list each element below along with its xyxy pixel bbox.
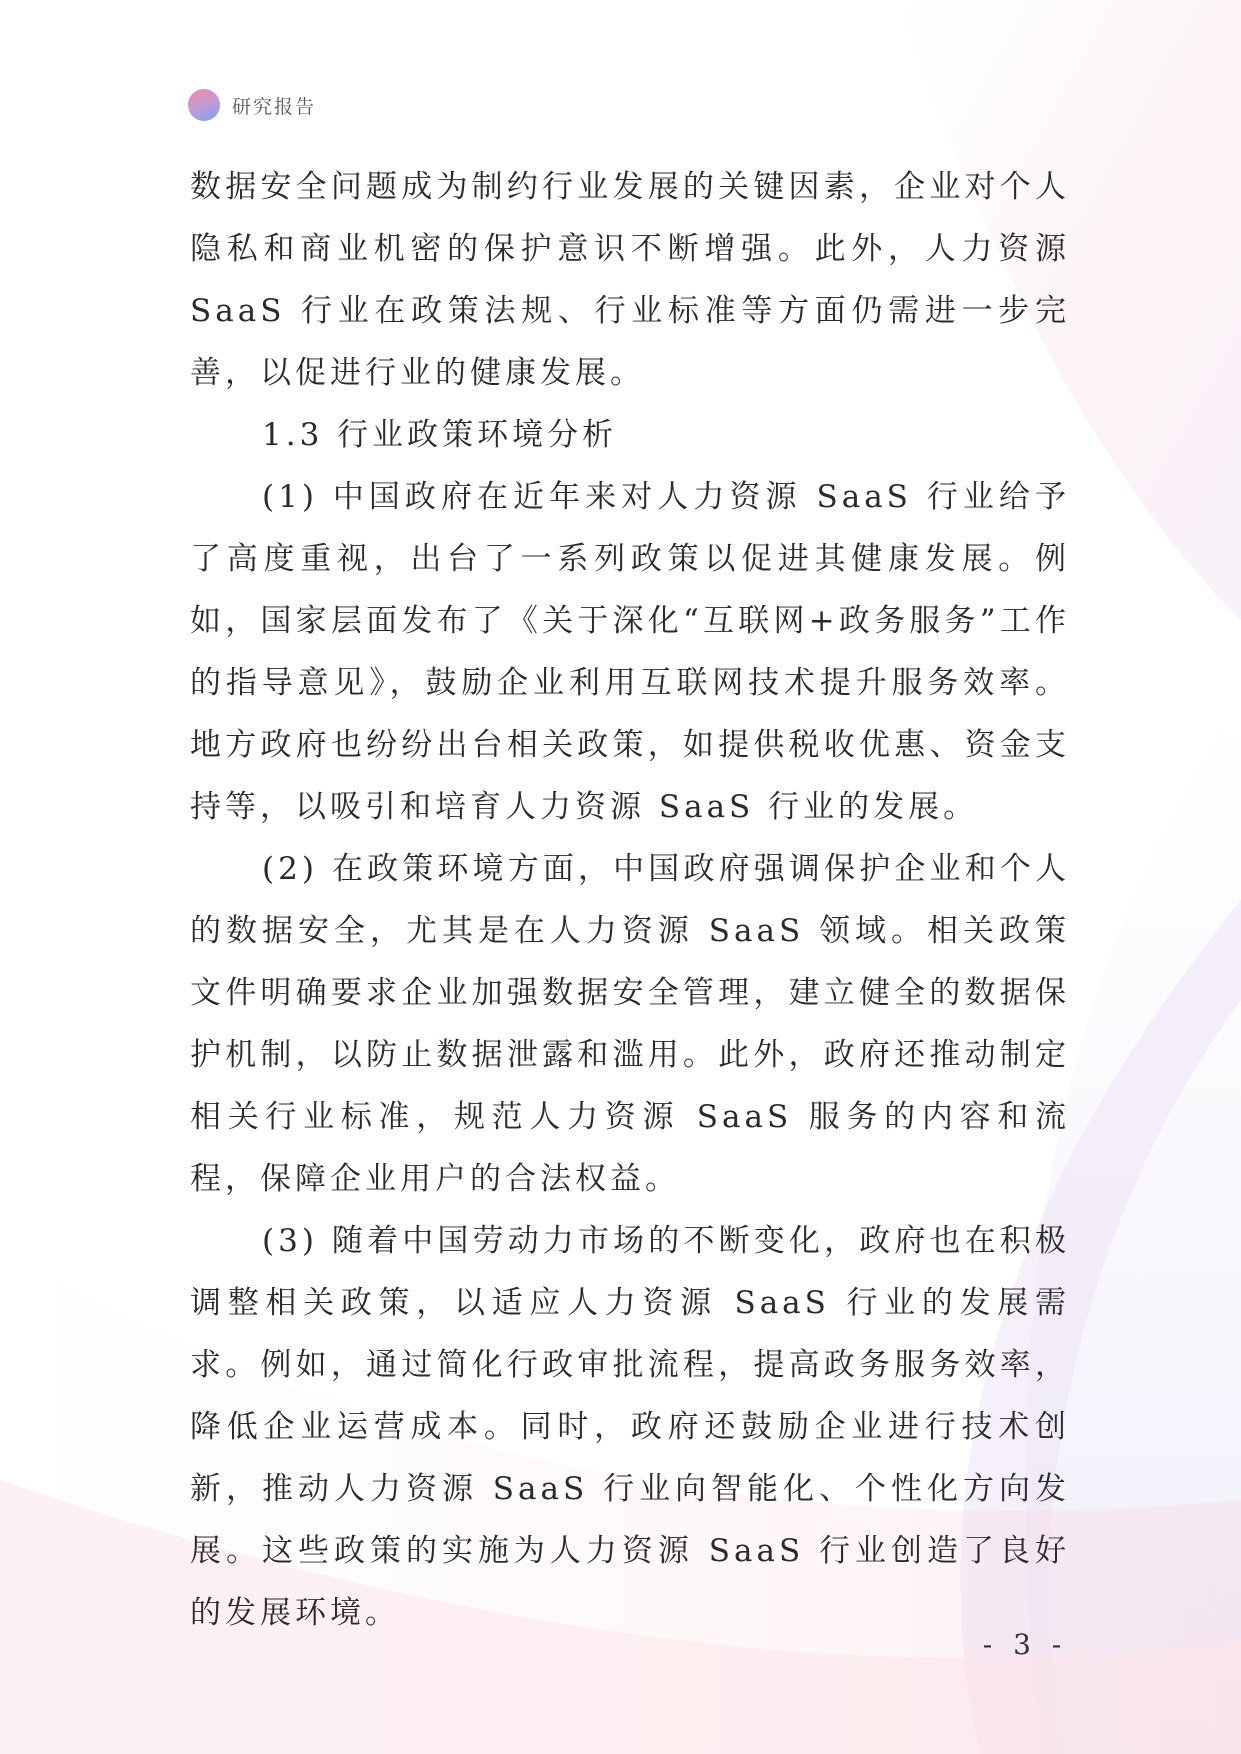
report-header — [188, 88, 316, 122]
paragraph-1: (1) 中国政府在近年来对人力资源 SaaS 行业给予了高度重视，出台了一系列政策以促进其健康发展。例如，国家层面发布了《关于深化“互联网+政务服务”工作的指导意见》，鼓励企业利用互联网技术提升服务效率。地方政府也纷纷出台相关政策，如提供税收优惠、资金支持等，以吸引和培育人力资源 SaaS 行业的发展。 — [190, 479, 1070, 825]
paragraph-2: (2) 在政策环境方面，中国政府强调保护企业和个人的数据安全，尤其是在人力资源 SaaS 领域。相关政策文件明确要求企业加强数据安全管理，建立健全的数据保护机制，以防止数据泄露和滥用。此外，政府还推动制定相关行业标准，规范人力资源 SaaS 服务的内容和流程，保障企业用户的合法权益。 — [190, 851, 1070, 1197]
paragraph-intro: 数据安全问题成为制约行业发展的关键因素，企业对个人隐私和商业机密的保护意识不断增强。此外，人力资源 SaaS 行业在政策法规、行业标准等方面仍需进一步完善，以促进行业的健康发展。 — [190, 169, 1070, 391]
paragraph-3: (3) 随着中国劳动力市场的不断变化，政府也在积极调整相关政策，以适应人力资源 SaaS 行业的发展需求。例如，通过简化行政审批流程，提高政务服务效率，降低企业运营成本。同时，政府还鼓励企业进行技术创新，推动人力资源 SaaS 行业向智能化、个性化方向发展。这些政策的实施为人力资源 SaaS 行业创造了良好的发展环境。 — [190, 1223, 1070, 1631]
page-number: - 3 - — [982, 1628, 1068, 1661]
section-heading: 1.3 行业政策环境分析 — [262, 417, 618, 453]
document-body — [190, 156, 1070, 1644]
header-label: 研究报告 — [232, 95, 317, 118]
logo-circle-icon — [188, 89, 220, 121]
